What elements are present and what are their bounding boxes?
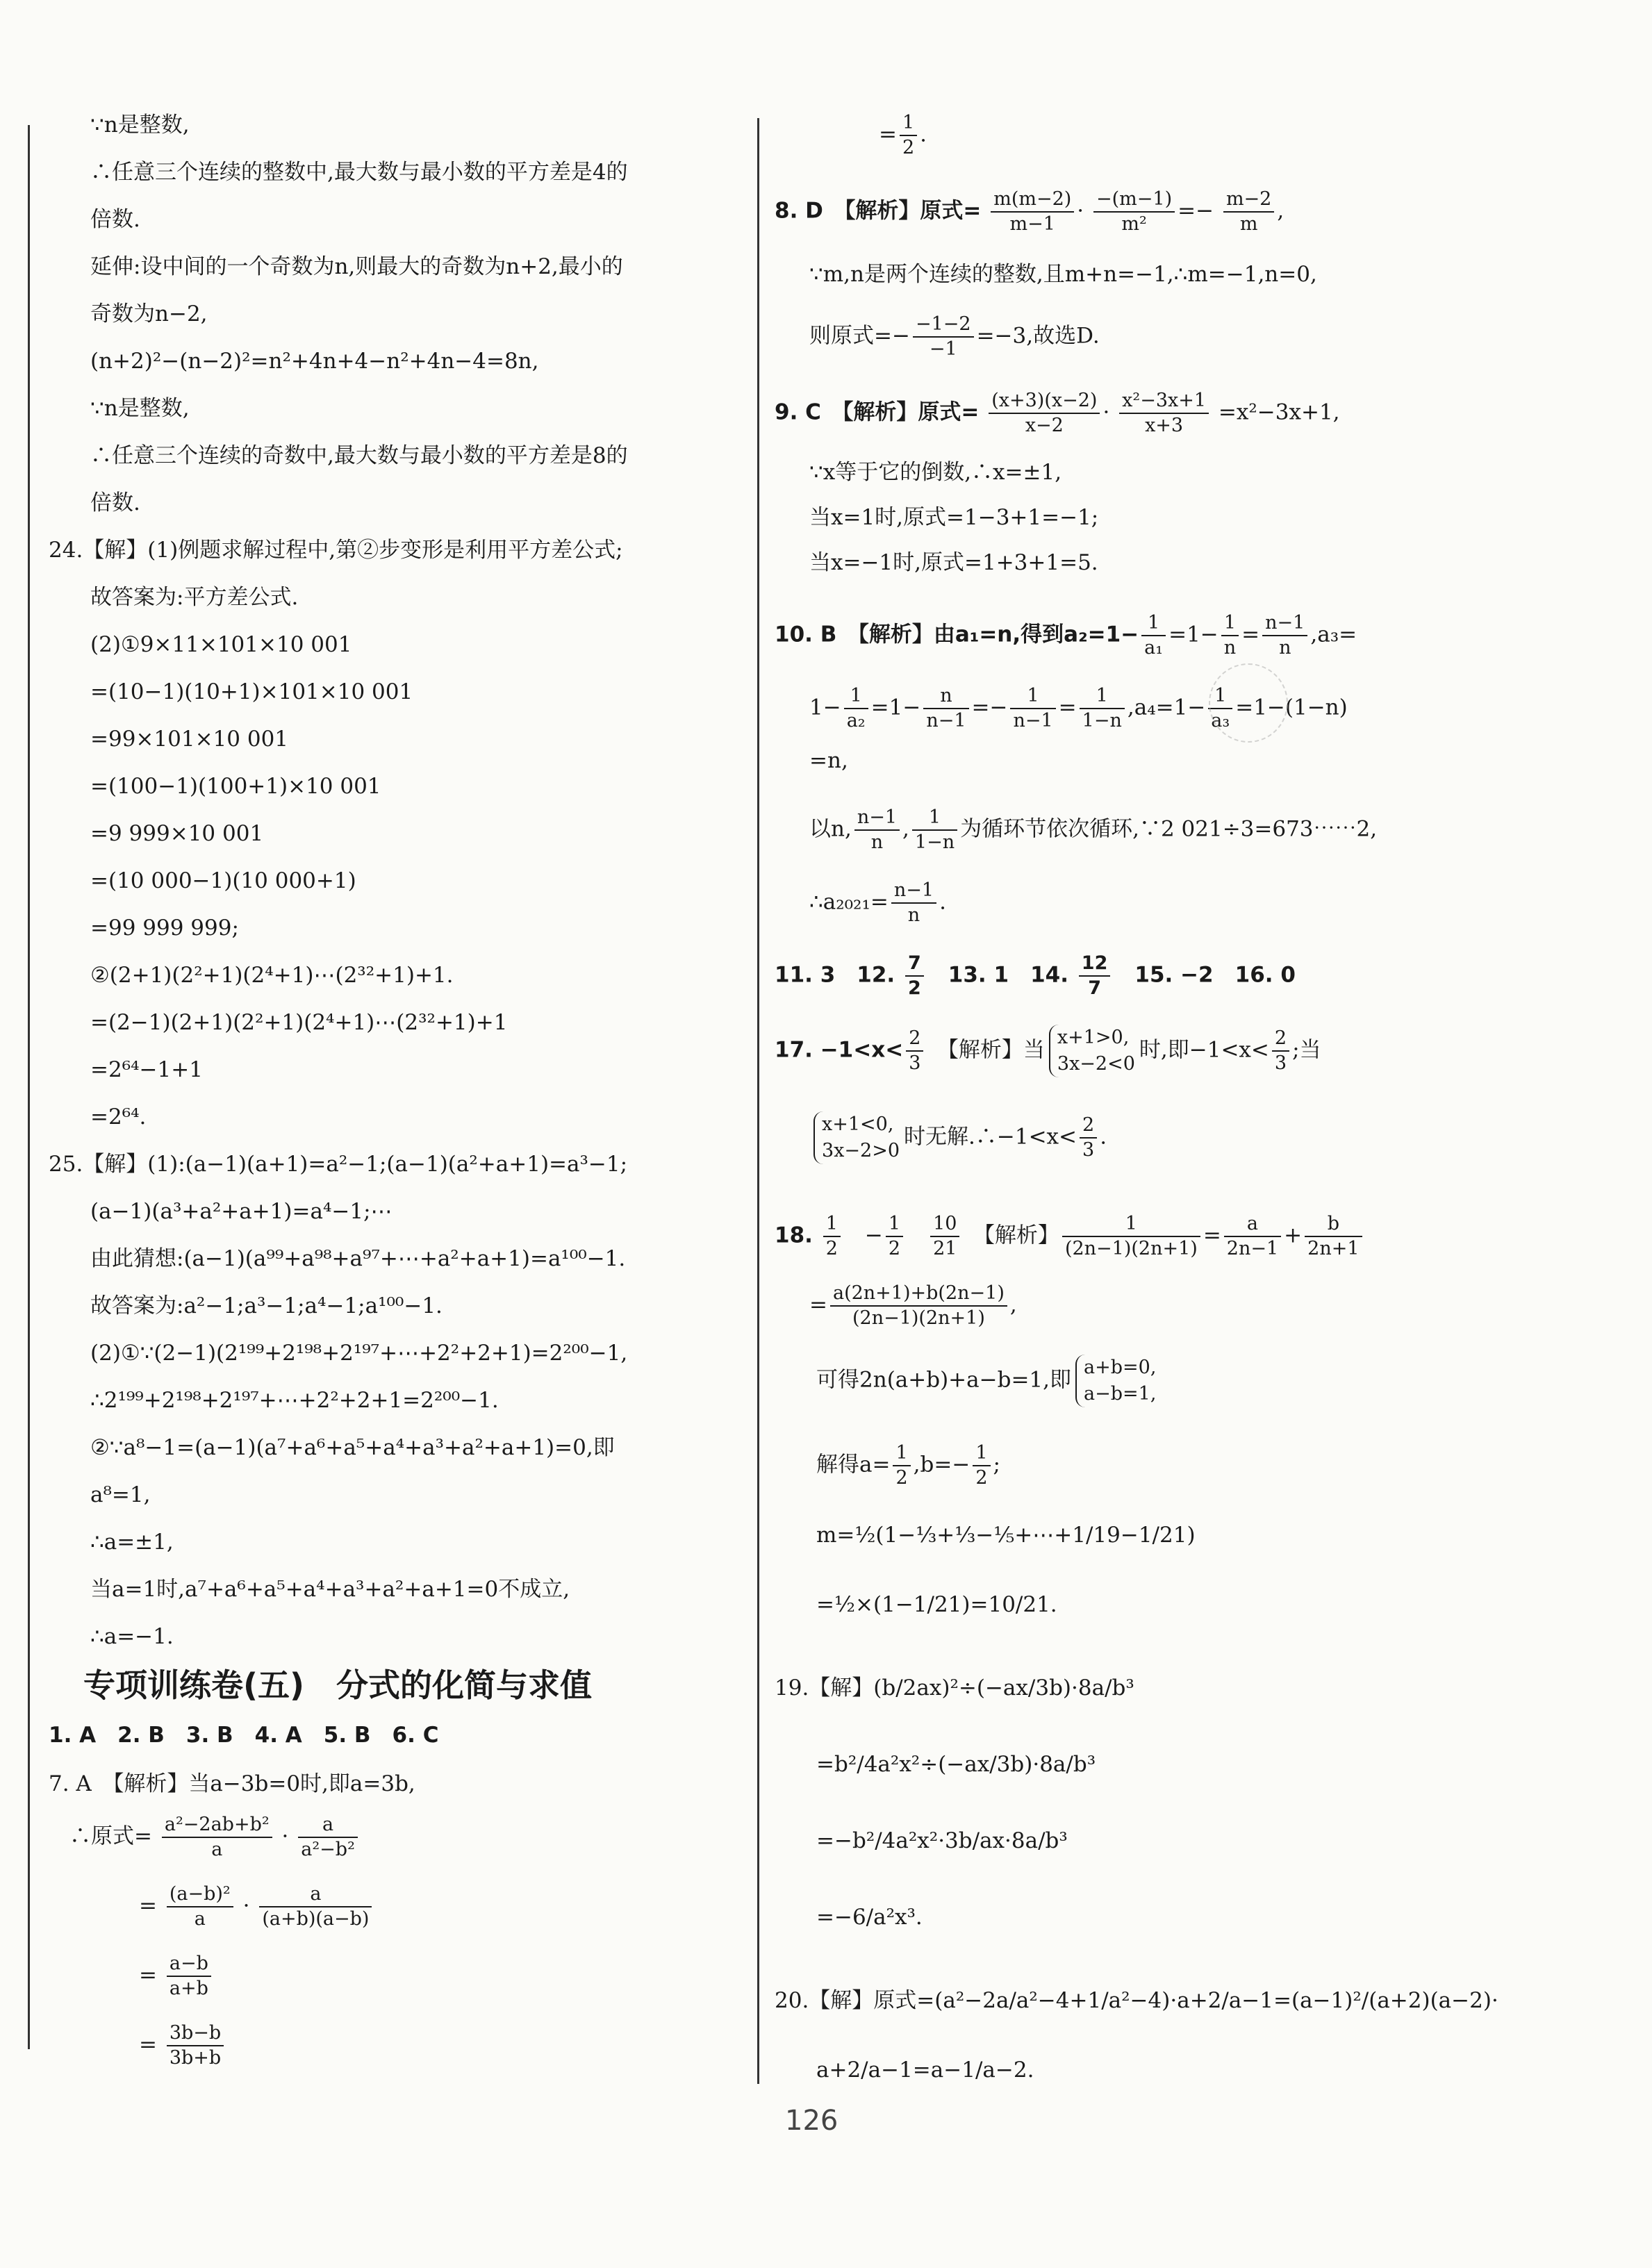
- section-title: 专项训练卷(五) 分式的化简与求值: [83, 1666, 593, 1704]
- text-line: =99×101×10 001: [90, 727, 289, 752]
- column-divider: [757, 118, 759, 2084]
- text-line: ∴任意三个连续的奇数中,最大数与最小数的平方差是8的: [90, 443, 628, 468]
- q18-line2: = $\frac{a(2n+1)+b(2n-1)}{(2n-1)(2n+1)}$ ,: [809, 1282, 1017, 1329]
- text-line: =2⁶⁴.: [90, 1104, 147, 1129]
- q18-line5: m=½(1−⅓+⅓−⅕+⋯+1/19−1/21): [816, 1523, 1196, 1548]
- q11-16: 11. 3 12. $\frac{7}{2}$ 13. 1 14. $\frac{12}{7}$ 15. −2 16. 0: [775, 952, 1296, 999]
- text-line: 24.【解】(1)例题求解过程中,第②步变形是利用平方差公式;: [49, 538, 623, 563]
- r-line: = $\frac{1}{2}$ .: [879, 112, 927, 158]
- q10: 10. B 【解析】由a₁=n,得到a₂=1− $\frac{1}{\text{a₁}}$ =1− $\frac{1}{n}$ = $\frac{n-1}{n}$ ,a₃=: [775, 612, 1357, 659]
- q9-line4: 当x=−1时,原式=1+3+1=5.: [809, 550, 1098, 575]
- q17: 17. −1<x< $\frac{2}{3}$ 【解析】当 x+1>0, 3x−2<0 时,即−1<x< $\frac{2}{3}$ ;当: [775, 1025, 1321, 1077]
- text-line: ∴2¹⁹⁹+2¹⁹⁸+2¹⁹⁷+⋯+2²+2+1=2²⁰⁰−1.: [90, 1388, 499, 1413]
- q19-line4: =−6/a²x³.: [816, 1905, 923, 1930]
- text-line: =(2−1)(2+1)(2²+1)(2⁴+1)⋯(2³²+1)+1: [90, 1010, 508, 1035]
- text-line: 25.【解】(1):(a−1)(a+1)=a²−1;(a−1)(a²+a+1)=a³−1;: [49, 1152, 628, 1177]
- text-line: ∴任意三个连续的整数中,最大数与最小数的平方差是4的: [90, 160, 628, 185]
- q20: 20.【解】原式=(a²−2a/a²−4+1/a²−4)·a+2/a−1=(a−1)²/(a+2)(a−2)·: [775, 1988, 1498, 2013]
- q19-line2: =b²/4a²x²÷(−ax/3b)·8a/b³: [816, 1752, 1096, 1777]
- text-line: =(100−1)(100+1)×10 001: [90, 774, 381, 799]
- text-line: 故答案为:a²−1;a³−1;a⁴−1;a¹⁰⁰−1.: [90, 1293, 443, 1318]
- text-line: 故答案为:平方差公式.: [90, 585, 299, 610]
- text-line: =(10 000−1)(10 000+1): [90, 868, 356, 893]
- q18-line4: 解得a= $\frac{1}{2}$ ,b=− $\frac{1}{2}$ ;: [816, 1442, 1000, 1489]
- left-margin-line: [28, 125, 30, 2049]
- text-line: (2)①∵(2−1)(2¹⁹⁹+2¹⁹⁸+2¹⁹⁷+⋯+2²+2+1)=2²⁰⁰−1,: [90, 1341, 628, 1366]
- page-number: 126: [785, 2105, 839, 2137]
- text-line: =99 999 999;: [90, 916, 239, 941]
- q19: 19.【解】(b/2ax)²÷(−ax/3b)·8a/b³: [775, 1675, 1134, 1700]
- text-line: ∴a=−1.: [90, 1624, 174, 1649]
- text-line: ∵n是整数,: [90, 396, 190, 421]
- text-line: 奇数为n−2,: [90, 301, 208, 326]
- text-line: (n+2)²−(n−2)²=n²+4n+4−n²+4n−4=8n,: [90, 349, 539, 374]
- q19-line3: =−b²/4a²x²·3b/ax·8a/b³: [816, 1828, 1068, 1853]
- q18-line6: =½×(1−1/21)=10/21.: [816, 1592, 1057, 1617]
- q8-line2: ∵m,n是两个连续的整数,且m+n=−1,∴m=−1,n=0,: [809, 262, 1317, 287]
- q9: 9. C 【解析】原式= $\frac{(x+3)(x-2)}{x-2}$ · $\frac{\text{x²−3x+1}}{x+3}$ =x²−3x+1,: [775, 390, 1340, 436]
- q7-line2: ∴原式= $\frac{\text{a²−2ab+b²}}{a}$ · $\frac{a}{\text{a²−b²}}$: [69, 1813, 361, 1862]
- q10-line4: 以n, $\frac{n-1}{n}$ , $\frac{1}{1-n}$ 为循环节依次循环,∵2 021÷3=673⋯⋯2,: [809, 806, 1378, 853]
- text-line: ∵n是整数,: [90, 113, 190, 138]
- text-line: a⁸=1,: [90, 1482, 151, 1507]
- text-line: 倍数.: [90, 207, 140, 232]
- q7-line3: = $\frac{\text{(a−b)²}}{a}$ · $\frac{a}{(a+b)(a-b)}$: [139, 1882, 374, 1931]
- q20-line2: a+2/a−1=a−1/a−2.: [816, 2058, 1034, 2083]
- q18-line3: 可得2n(a+b)+a−b=1,即 a+b=0, a−b=1,: [816, 1355, 1160, 1407]
- q18: 18. $\frac{1}{2}$ − $\frac{1}{2}$ $\frac{10}{21}$ 【解析】 $\frac{1}{(2n-1)(2n+1)}$ = $\frac{a}{2n-1}$ + $\frac{b}{2n+1}$: [775, 1212, 1365, 1261]
- text-line: (2)①9×11×101×10 001: [90, 632, 352, 657]
- text-line: =9 999×10 001: [90, 821, 264, 846]
- q9-line3: 当x=1时,原式=1−3+1=−1;: [809, 505, 1099, 530]
- text-line: =2⁶⁴−1+1: [90, 1057, 203, 1082]
- q7-line4: = $\frac{a-b}{a+b}$: [139, 1952, 214, 2001]
- watermark-stamp: [1209, 663, 1288, 743]
- text-line: 当a=1时,a⁷+a⁶+a⁵+a⁴+a³+a²+a+1=0不成立,: [90, 1577, 570, 1602]
- text-line: ②∵a⁸−1=(a−1)(a⁷+a⁶+a⁵+a⁴+a³+a²+a+1)=0,即: [90, 1435, 615, 1460]
- text-line: 延伸:设中间的一个奇数为n,则最大的奇数为n+2,最小的: [90, 254, 623, 279]
- q10-line3: =n,: [809, 748, 848, 773]
- text-line: ∴a=±1,: [90, 1530, 174, 1555]
- q7-head: 7. A 【解析】当a−3b=0时,即a=3b,: [49, 1771, 415, 1796]
- text-line: (a−1)(a³+a²+a+1)=a⁴−1;⋯: [90, 1199, 393, 1224]
- q7-line5: = $\frac{3b-b}{3b+b}$: [139, 2021, 226, 2070]
- answers-1-6: 1. A 2. B 3. B 4. A 5. B 6. C: [49, 1723, 439, 1748]
- q8-line3: 则原式=− $\frac{-1-2}{-1}$ =−3,故选D.: [809, 313, 1100, 360]
- text-line: =(10−1)(10+1)×101×10 001: [90, 679, 413, 704]
- q8: 8. D 【解析】原式= $\frac{m(m-2)}{m-1}$ · $\frac{-(m-1)}{\text{m²}}$ =− $\frac{m-2}{m}$ ,: [775, 188, 1285, 235]
- q9-line2: ∵x等于它的倒数,∴x=±1,: [809, 460, 1062, 485]
- text-line: ②(2+1)(2²+1)(2⁴+1)⋯(2³²+1)+1.: [90, 963, 454, 988]
- q10-line5: ∴a₂₀₂₁= $\frac{n-1}{n}$ .: [809, 879, 946, 926]
- q17-line2: x+1<0, 3x−2>0 时无解.∴−1<x< $\frac{2}{3}$ .: [809, 1111, 1107, 1164]
- text-line: 由此猜想:(a−1)(a⁹⁹+a⁹⁸+a⁹⁷+⋯+a²+a+1)=a¹⁰⁰−1.: [90, 1246, 626, 1271]
- q10-line2: 1− $\frac{1}{\text{a₂}}$ =1− $\frac{n}{n-1}$ =− $\frac{1}{n-1}$ = $\frac{1}{1-n}$ ,a₄=1− $\frac{1}{\text{a₃}}$ =1−(1−n): [809, 685, 1348, 731]
- text-line: 倍数.: [90, 490, 140, 515]
